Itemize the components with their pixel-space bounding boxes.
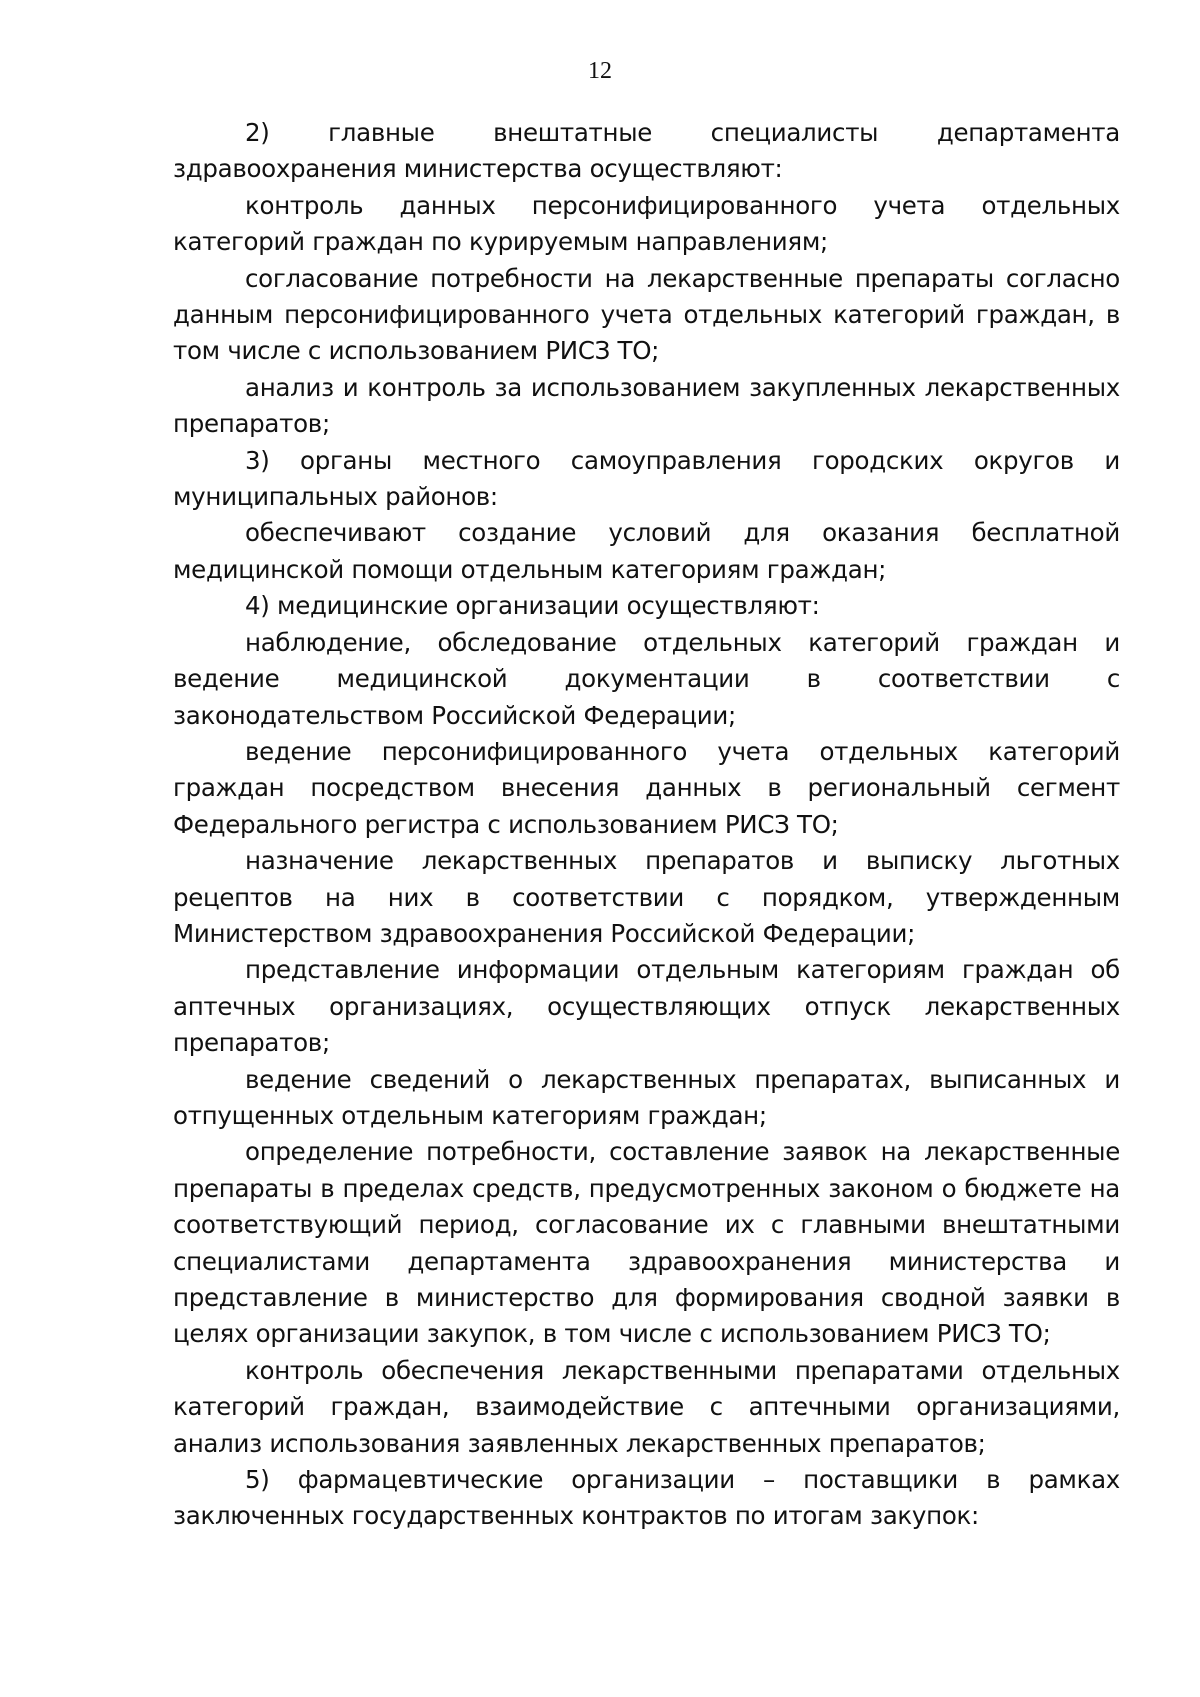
- paragraph-item-2: 2) главные внештатные специалисты департамента здравоохранения министерства осуществляют:: [173, 118, 1120, 184]
- paragraph-observation: наблюдение, обследование отдельных категорий граждан и ведение медицинской документации в соответствии с законодательством Российской Федерации;: [173, 627, 1120, 730]
- paragraph-free-care-conditions: обеспечивают создание условий для оказания бесплатной медицинской помощи отдельным категориям граждан;: [173, 518, 1120, 584]
- paragraph-item-5: 5) фармацевтические организации – поставщики в рамках заключенных государственных контрактов по итогам закупок:: [173, 1465, 1120, 1531]
- paragraph-item-3: 3) органы местного самоуправления городских округов и муниципальных районов:: [173, 445, 1120, 512]
- document-body: [173, 115, 1120, 1535]
- paragraph-pharmacy-info: представление информации отдельным категориям граждан об аптечных организациях, осуществляющих отпуск лекарственных препаратов;: [173, 955, 1120, 1058]
- paragraph-demand-approval: согласование потребности на лекарственные препараты согласно данным персонифицированного учета отдельных категорий граждан, в том числе с использованием РИСЗ ТО;: [173, 263, 1120, 366]
- paragraph-prescriptions: назначение лекарственных препаратов и выписку льготных рецептов на них в соответствии с порядком, утвержденным Министерством здравоохранения Российской Федерации;: [173, 846, 1120, 948]
- paragraph-usage-analysis: анализ и контроль за использованием закупленных лекарственных препаратов;: [173, 372, 1120, 439]
- paragraph-personalized-record: ведение персонифицированного учета отдельных категорий граждан посредством внесения данных в региональный сегмент Федерального регистра с использованием РИСЗ ТО;: [173, 736, 1120, 839]
- paragraph-demand-planning: определение потребности, составление заявок на лекарственные препараты в пределах средств, предусмотренных законом о бюджете на соответствующий период, согласование их с главными внештатными специалистами департамента здравоохранения министерства и представление в министерство для формирования сводной заявки в целях организации закупок, в том числе с использованием РИСЗ ТО;: [173, 1137, 1120, 1349]
- paragraph-supply-control: контроль обеспечения лекарственными препаратами отдельных категорий граждан, взаимодействие с аптечными организациями, анализ использования заявленных лекарственных препаратов;: [173, 1355, 1120, 1458]
- paragraph-data-control: контроль данных персонифицированного учета отдельных категорий граждан по курируемым направлениям;: [173, 190, 1120, 257]
- paragraph-item-4: 4) медицинские организации осуществляют:: [245, 591, 820, 621]
- page-number: 12: [588, 58, 612, 84]
- paragraph-drug-records: ведение сведений о лекарственных препаратах, выписанных и отпущенных отдельным категориям граждан;: [173, 1064, 1120, 1130]
